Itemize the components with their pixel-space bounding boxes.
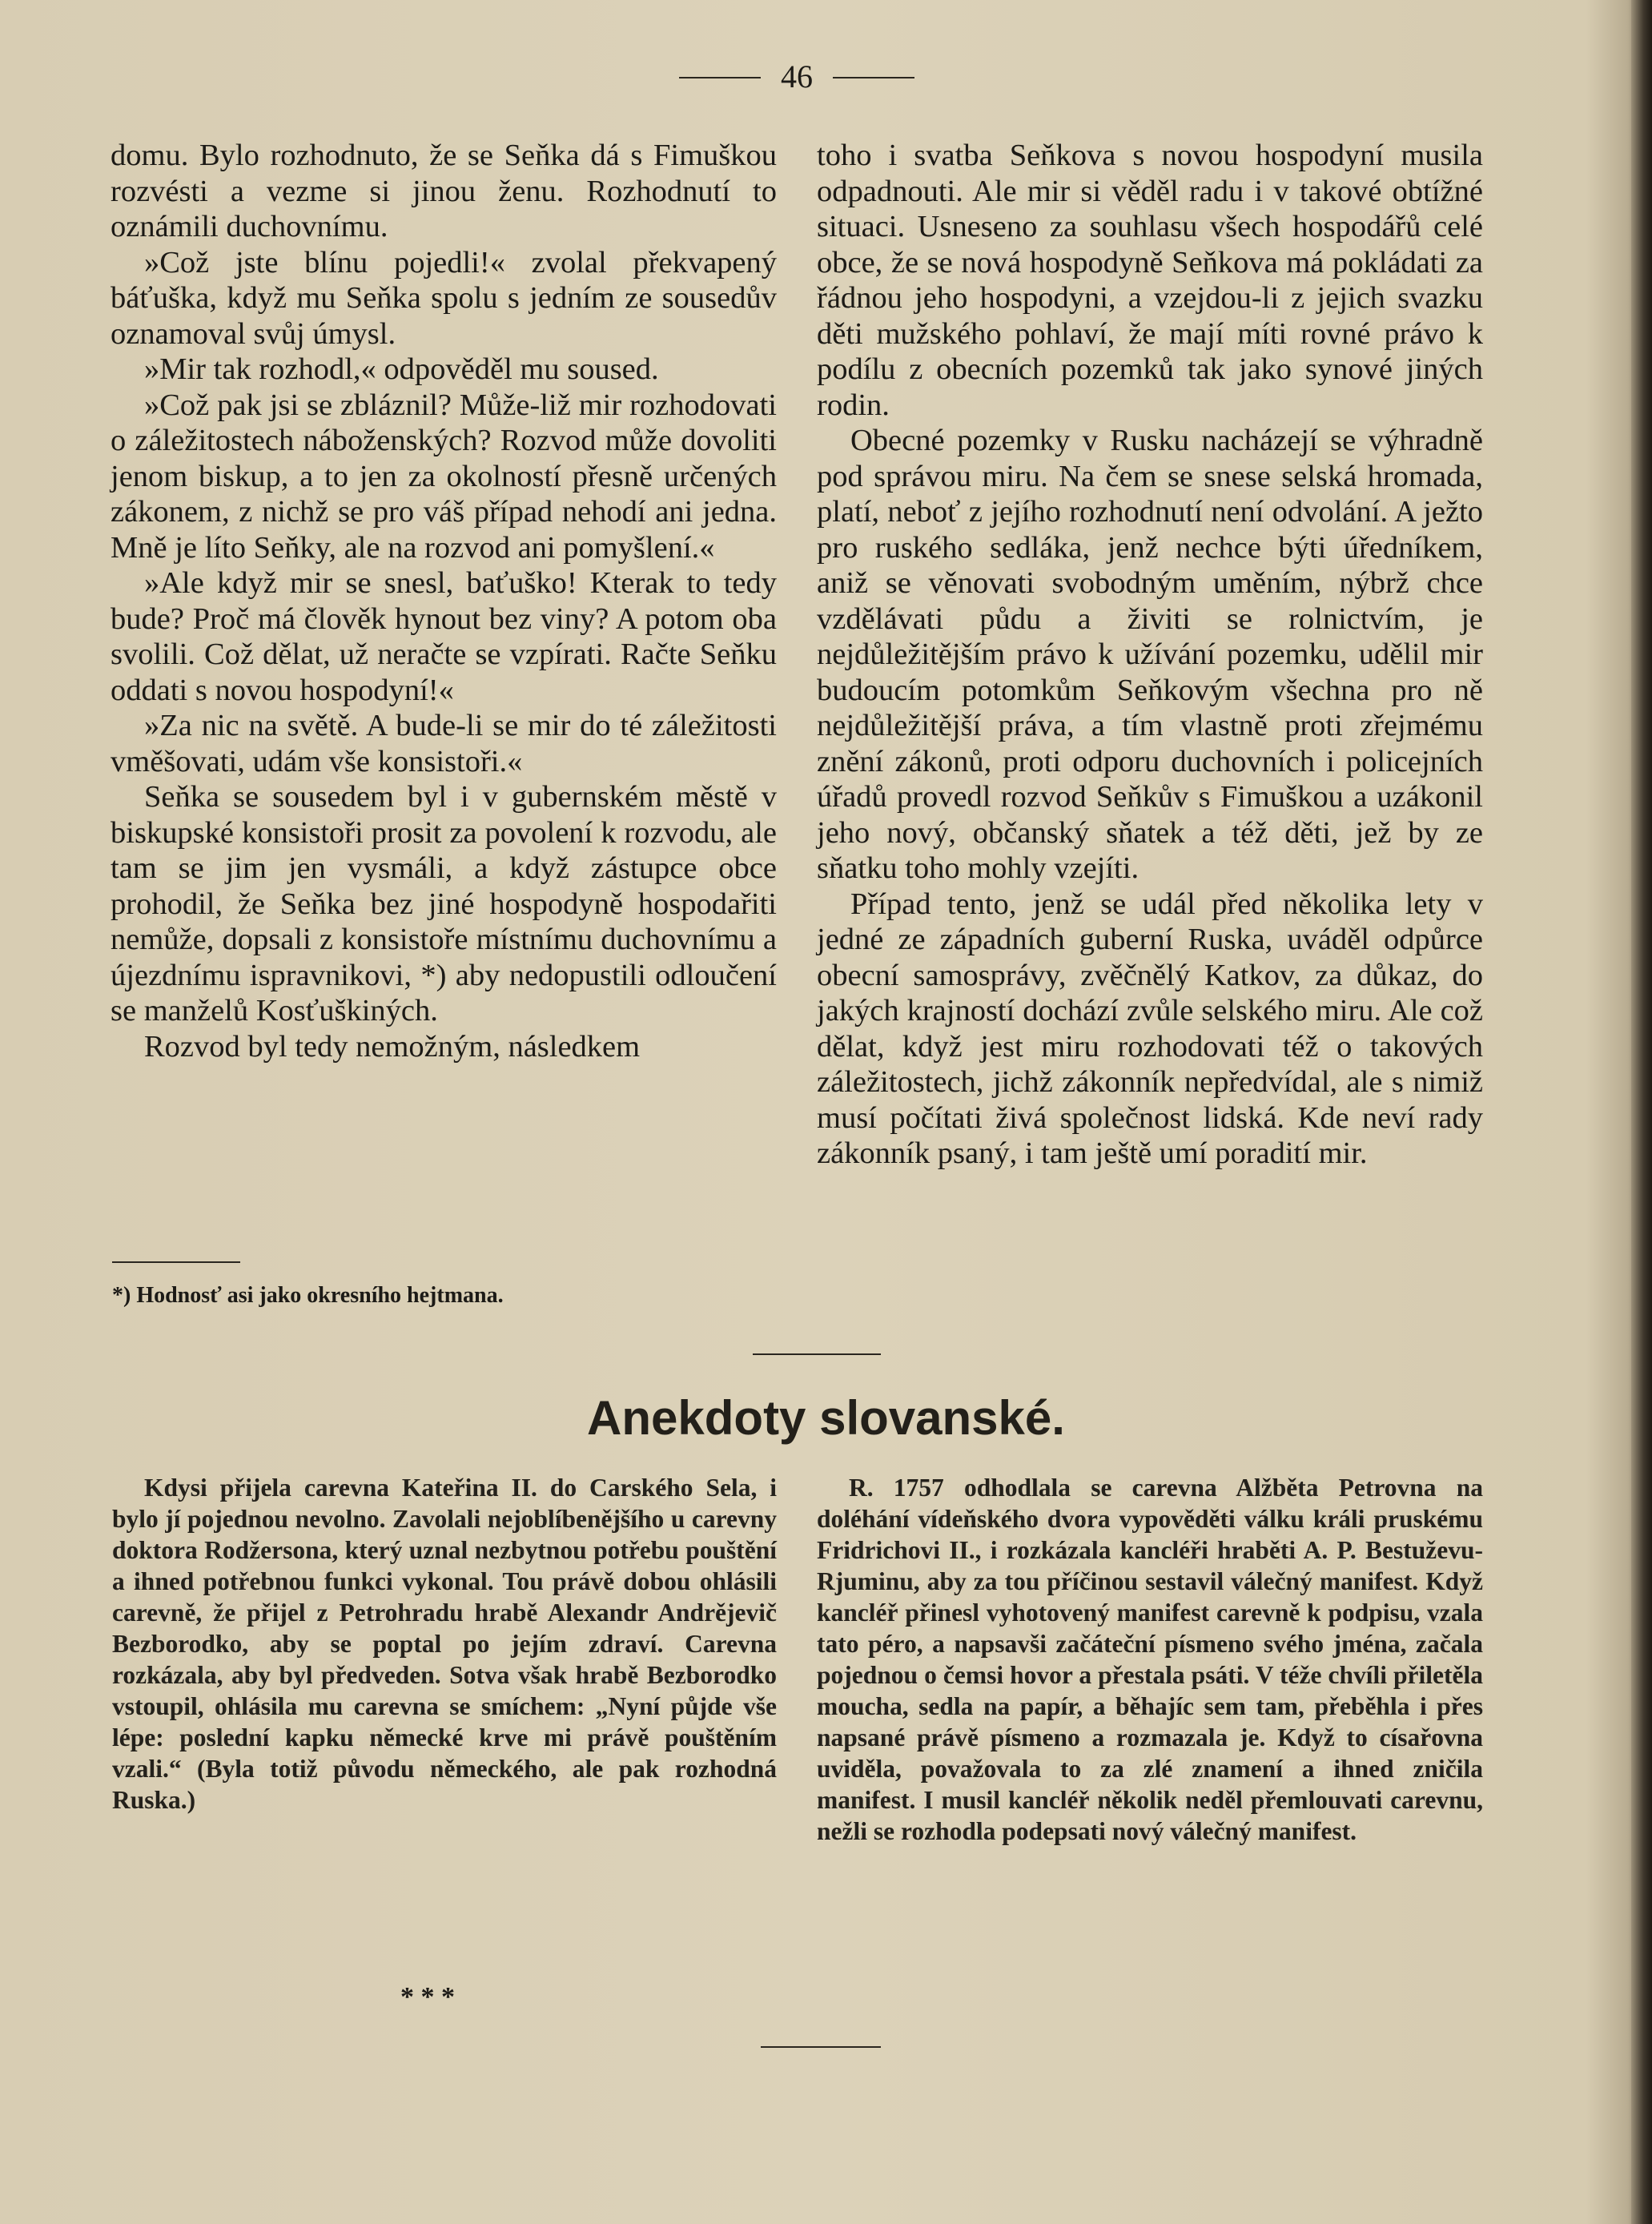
- paragraph: Případ tento, jenž se udál před několika lety v jedné ze západních guberní Ruska, uváděl odpůrce obecní samosprávy, zvěčnělý Katkov, za důkaz, do jakých krajností dochází zvůle selského miru. Ale což dělat, když jest miru rozhodovati též o takových záležitostech, jichž zákonník nepředvídal, ale s nimiž musí počítati živá společnost lidská. Kde neví rady zákonník psaný, i tam ještě umí poradití mir.: [817, 887, 1483, 1170]
- footnote: *) Hodnosť asi jako okresního hejtmana.: [112, 1283, 504, 1308]
- paragraph: R. 1757 odhodlala se carevna Alžběta Petrovna na doléhání vídeňského dvora vypověděti válku králi pruskému Fridrichovi II., i rozkázala kancléři hraběti A. P. Bestuževu-Rjuminu, aby za tou příčinou sestavil válečný manifest. Když kancléř přinesl vyhotovený manifest carevně k podpisu, vzala tato péro, a napsavši začáteční písmeno svého jména, začala pojednou o čemsi hovor a přestala psáti. V téže chvíli přiletěla moucha, sedla na papír, a běhajíc sem tam, přeběhla i přes napsané právě písmeno a rozmazala je. Když to císařovna uviděla, považovala to za zlé znamení a ihned zničila manifest. I musil kancléř několik neděl přemlouvati carevnu, nežli se rozhodla podepsati nový válečný manifest.: [817, 1474, 1483, 1845]
- footnote-rule: [112, 1261, 240, 1263]
- section-divider-top: [753, 1353, 881, 1355]
- upper-left-column: [111, 138, 777, 1064]
- lower-left-column: [112, 1472, 777, 1816]
- lower-right-column: [817, 1472, 1483, 1847]
- upper-right-column: [817, 138, 1483, 1172]
- paragraph: Kdysi přijela carevna Kateřina II. do Carského Sela, i bylo jí pojednou nevolno. Zavolali nejoblíbenějšího u carevny doktora Rodžersona, který uznal nezbytnou potřebu pouštění a ihned potřebnou funkci vykonal. Tou právě dobou ohlásili carevně, že přijel z Petrohradu hrabě Alexandr Andrějevič Bezborodko, aby se poptal po jejím zdraví. Carevna rozkázala, aby byl předveden. Sotva však hrabě Bezborodko vstoupil, ohlásila mu carevna se smíchem: „Nyní půjde vše lépe: poslední kapku německé krve mi právě pouštěním vzali.“ (Byla totiž původu německého, ale pak rozhodná Ruska.): [112, 1474, 777, 1814]
- paragraph: »Což jste blínu pojedli!« zvolal překvapený báťuška, když mu Seňka spolu s jedním ze sousedův oznamoval svůj úmysl.: [111, 245, 777, 351]
- section-title: Anekdoty slovanské.: [587, 1391, 1065, 1445]
- paragraph: domu. Bylo rozhodnuto, že se Seňka dá s Fimuškou rozvésti a vezme si jinou ženu. Rozhodnutí to oznámili duchovnímu.: [111, 139, 777, 243]
- paragraph: Seňka se sousedem byl i v gubernském městě v biskupské konsistoři prosit za povolení k rozvodu, ale tam se jim jen vysmáli, a když zástupce obce prohodil, že Seňka bez jiné hospodyně hospodařiti nemůže, dopsali z konsistoře místnímu duchovnímu a újezdnímu ispravnikovi, *) aby nedopustili odloučení se manželů Kosťuškiných.: [111, 780, 777, 1028]
- section-divider-bottom: [761, 2046, 881, 2048]
- paragraph: »Mir tak rozhodl,« odpověděl mu soused.: [144, 352, 659, 386]
- asterisk-separator: * * *: [400, 1982, 455, 2012]
- paragraph: toho i svatba Seňkova s novou hospodyní musila odpadnouti. Ale mir si věděl radu i v takové obtížné situaci. Usneseno za souhlasu všech hospodářů celé obce, že se nová hospodyně Seňkova má pokládati za řádnou jeho hospodyni, a vzejdou-li z jejich svazku děti mužského pohlaví, že mají míti rovné právo k podílu z obecních pozemků tak jako synové jiných rodin.: [817, 139, 1483, 422]
- paragraph: »Za nic na světě. A bude-li se mir do té záležitosti vměšovati, udám vše konsistoři.«: [111, 709, 777, 778]
- paragraph: »Ale když mir se snesl, baťuško! Kterak to tedy bude? Proč má člověk hynout bez viny? A potom oba svolili. Což dělat, už neračte se vzpírati. Račte Seňku oddati s novou hospodyní!«: [111, 566, 777, 707]
- page-number: 46: [781, 58, 813, 95]
- page-header: [0, 54, 1652, 99]
- paragraph: »Což pak jsi se zbláznil? Může-liž mir rozhodovati o záležitostech náboženských? Rozvod může dovoliti jenom biskup, a to jen za okolností přesně určených zákonem, z nichž se pro váš případ nehodí ani jedna. Mně je líto Seňky, ale na rozvod ani pomyšlení.«: [111, 388, 777, 565]
- header-rule-right: [833, 77, 914, 78]
- page-edge-shadow: [1631, 0, 1652, 2224]
- header-rule-left: [679, 77, 761, 78]
- paragraph: Obecné pozemky v Rusku nacházejí se výhradně pod správou miru. Na čem se snese selská hromada, platí, neboť z jejího rozhodnutí není odvolání. A ježto pro ruského sedláka, jenž nechce býti úředníkem, aniž se věnovati svobodným uměním, nýbrž chce vzdělávati půdu a živiti se rolnictvím, je nejdůležitějším právo k užívání pozemku, udělil mir budoucím potomkům Seňkovým všechna pro ně nejdůležitější práva, a tím vlastně proti zřejmému znění zákonů, proti odporu duchovních i policejních úřadů provedl rozvod Seňkův s Fimuškou a uzákonil jeho nový, občanský sňatek a též děti, jež by ze sňatku toho mohly vzejíti.: [817, 424, 1483, 885]
- paragraph: Rozvod byl tedy nemožným, následkem: [144, 1029, 641, 1064]
